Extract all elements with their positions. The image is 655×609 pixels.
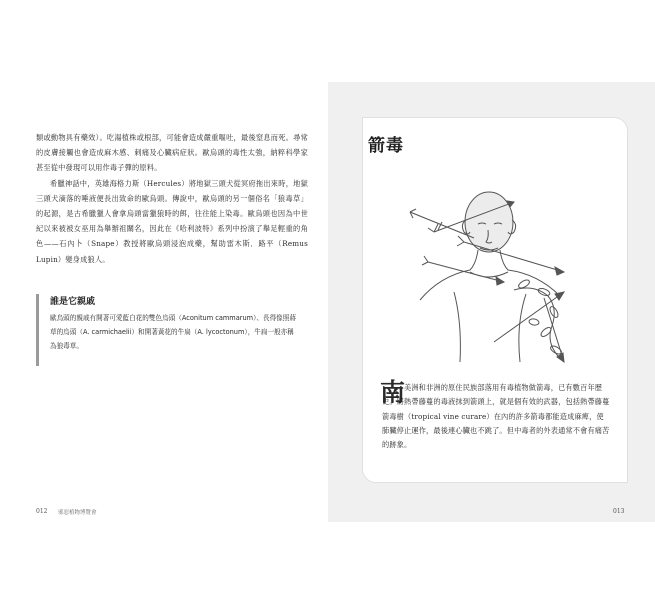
card-body-text [380,378,610,452]
arrow-pierced-man-illustration [394,172,594,370]
left-body-text [36,130,308,267]
card-title: 箭毒 [368,136,404,156]
sidebar-text: 歐烏頭的親戚有開著可愛藍白花的雙色烏頭（Aconitum cammarum）、長得像照蔣草的烏頭（A. carmichaelii）和開著黃花的牛扁（A. lycoctonum），牛扁一般亦稱為狼毒草。 [50,314,296,350]
sidebar-accent-bar [36,294,39,366]
paragraph: 類或動物具有藥效）。吃湯植株或根部，可能會造成嚴重嘔吐，最後窒息而死。尋常的皮膚接觸也會造成麻木感、刺痛及心臟病症狀。歐烏頭的毒性太強，納粹科學家甚至從中發現可以用作毒子彈的原料。 [36,133,308,173]
drop-cap: 南 [380,378,406,407]
running-head: 邪惡植物博覽會 [58,510,97,516]
page-number-left: 012 [36,508,48,515]
page-number-right: 013 [613,508,625,515]
sidebar-title: 誰是它親戚 [50,297,96,307]
paragraph: 希臘神話中，英雄海格力斯（Hercules）將地獄三頭犬從冥府拖出來時，地獄三頭犬滴落的唾液便長出致命的歐烏頭。傳說中，歐烏頭的另一個俗名「狼毒草」的起源，是古希臘獵人會拿烏頭當獵狼時的餌，往往能上染毒。歐烏頭也因為中世紀以來被被女巫用為舉辦祖關名，因此在《哈利波特》系列中扮演了舉足輕重的角色——石內卜（Snape）教授將歐烏頭浸泡成藥，幫助雷木斯．路平（Remus Lupin）變身成狼人。 [36,178,308,264]
card-paragraph: 美洲和非洲的原住民族部落用有毒植物做箭毒，已有數百年歷史。將熱帶藤蔓的毒液抹到箭頭上，就是個有效的武器，包括熱帶藤蔓箭毒樹（tropical vine curare）在內的許多箭毒都能造成麻痺，使肺臟停止運作，最後連心臟也不跳了。但中毒者的外表通常不會有痛苦的跡象。 [382,383,610,450]
